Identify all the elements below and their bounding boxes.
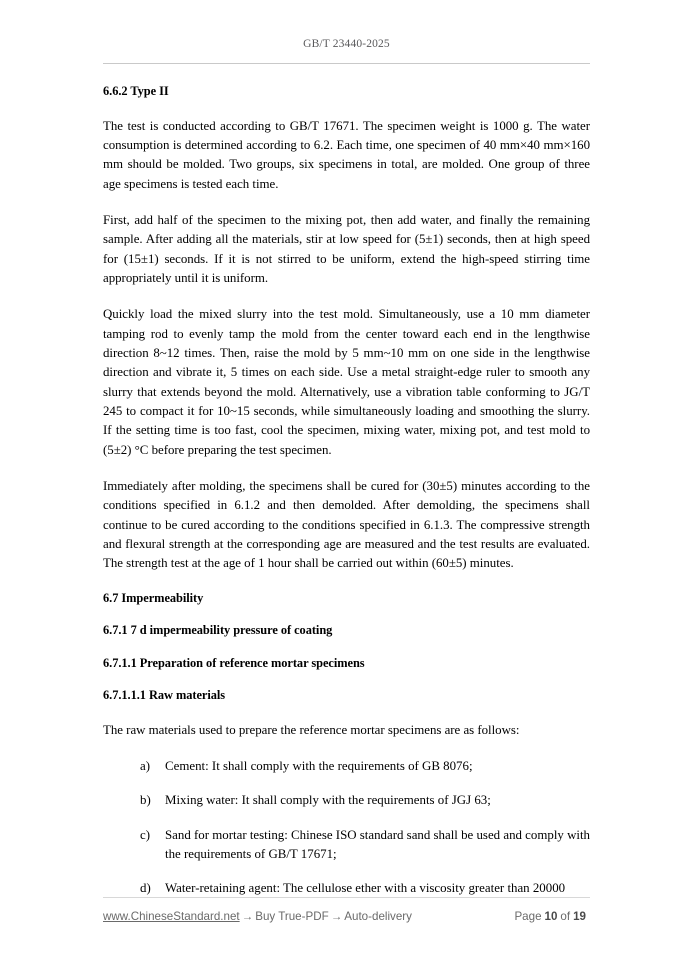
list-marker: a) <box>140 759 151 774</box>
list-item <box>103 826 590 865</box>
paragraph-mixing-procedure: First, add half of the specimen to the mixing pot, then add water, and finally the remaining sample. After adding all the materials, stir at low speed for (5±1) seconds, then at high speed for (15±1) seconds. If it is not stirred to be uniform, extend the high-speed stirring time appropriately until it is uniform. <box>103 212 590 285</box>
section-heading-67: 6.7 Impermeability <box>103 590 204 605</box>
section-heading-671-block <box>103 623 590 639</box>
list-item-text: Sand for mortar testing: Chinese ISO standard sand shall be used and comply with the requirements of GB/T 17671; <box>165 827 590 862</box>
section-heading-662-block <box>103 84 590 100</box>
buy-true-pdf-label: Buy True-PDF <box>255 910 329 923</box>
list-marker: b) <box>140 793 151 808</box>
list-item <box>103 791 590 810</box>
standard-code: GB/T 23440-2025 <box>303 38 390 50</box>
document-content <box>103 84 590 899</box>
section-heading-67111-block <box>103 688 590 704</box>
list-item-text: Mixing water: It shall comply with the requirements of JGJ 63; <box>165 793 491 808</box>
page-label: Page <box>514 910 542 923</box>
section-heading-6711: 6.7.1.1 Preparation of reference mortar specimens <box>103 655 365 670</box>
list-item-text: Water-retaining agent: The cellulose ether with a viscosity greater than 20000 <box>165 881 566 896</box>
chinesestandard-link[interactable]: www.ChineseStandard.net <box>103 910 240 923</box>
of-label: of <box>560 910 571 923</box>
section-heading-6711-block <box>103 656 590 672</box>
arrow-right-icon: → <box>330 910 343 923</box>
paragraph-type-ii-test-method: The test is conducted according to GB/T 17671. The specimen weight is 1000 g. The water consumption is determined according to 6.2. Each time, one specimen of 40 mm×40 mm×160 mm should be molded. Two groups, six specimens in total, are molded. One group of three age specimens is tested each time. <box>103 118 590 191</box>
total-page-number: 19 <box>573 910 586 923</box>
list-marker: c) <box>140 827 151 842</box>
list-item <box>103 879 590 898</box>
section-heading-662: 6.6.2 Type II <box>103 84 169 98</box>
paragraph-curing-procedure: Immediately after molding, the specimens shall be cured for (30±5) minutes according to the conditions specified in 6.1.2 and then demolded. After demolding, the specimens shall continue to be cured according to the conditions specified in 6.1.3. The compressive strength and flexural strength at the corresponding age are measured and the test results are evaluated. The strength test at the age of 1 hour shall be carried out within (60±5) minutes. <box>103 479 590 571</box>
list-marker: d) <box>140 881 151 896</box>
section-heading-67-block <box>103 591 590 607</box>
current-page-number: 10 <box>544 910 558 923</box>
paragraph-raw-materials-intro: The raw materials used to prepare the reference mortar specimens are as follows: <box>103 722 520 737</box>
section-heading-671: 6.7.1 7 d impermeability pressure of coating <box>103 623 333 638</box>
header-divider <box>103 63 590 64</box>
footer-promo <box>103 910 412 923</box>
page-indicator <box>513 910 590 923</box>
list-item <box>103 757 590 776</box>
list-item-text: Cement: It shall comply with the requirements of GB 8076; <box>165 759 473 774</box>
footer-divider <box>103 897 590 898</box>
page-footer <box>103 910 590 923</box>
raw-materials-list <box>103 757 590 899</box>
paragraph-molding-procedure: Quickly load the mixed slurry into the test mold. Simultaneously, use a 10 mm diameter tamping rod to evenly tamp the mold from the center toward each end in the lengthwise direction 8~12 times. Then, raise the mold by 5 mm~10 mm on one side in the lengthwise direction and vibrate it, 5 times on each side. Use a metal straight-edge ruler to smooth any slurry that extends beyond the mold. Alternatively, use a vibration table conforming to JG/T 245 to compact it for 10~15 seconds, while simultaneously loading and smoothing the slurry. If the setting time is too fast, cool the specimen, mixing water, mixing pot, and test mold to (5±2) °C before preparing the test specimen. <box>103 307 590 457</box>
auto-delivery-label: Auto-delivery <box>344 910 412 923</box>
section-heading-67111: 6.7.1.1.1 Raw materials <box>103 688 226 703</box>
arrow-right-icon: → <box>241 910 254 923</box>
page-header <box>103 38 590 50</box>
